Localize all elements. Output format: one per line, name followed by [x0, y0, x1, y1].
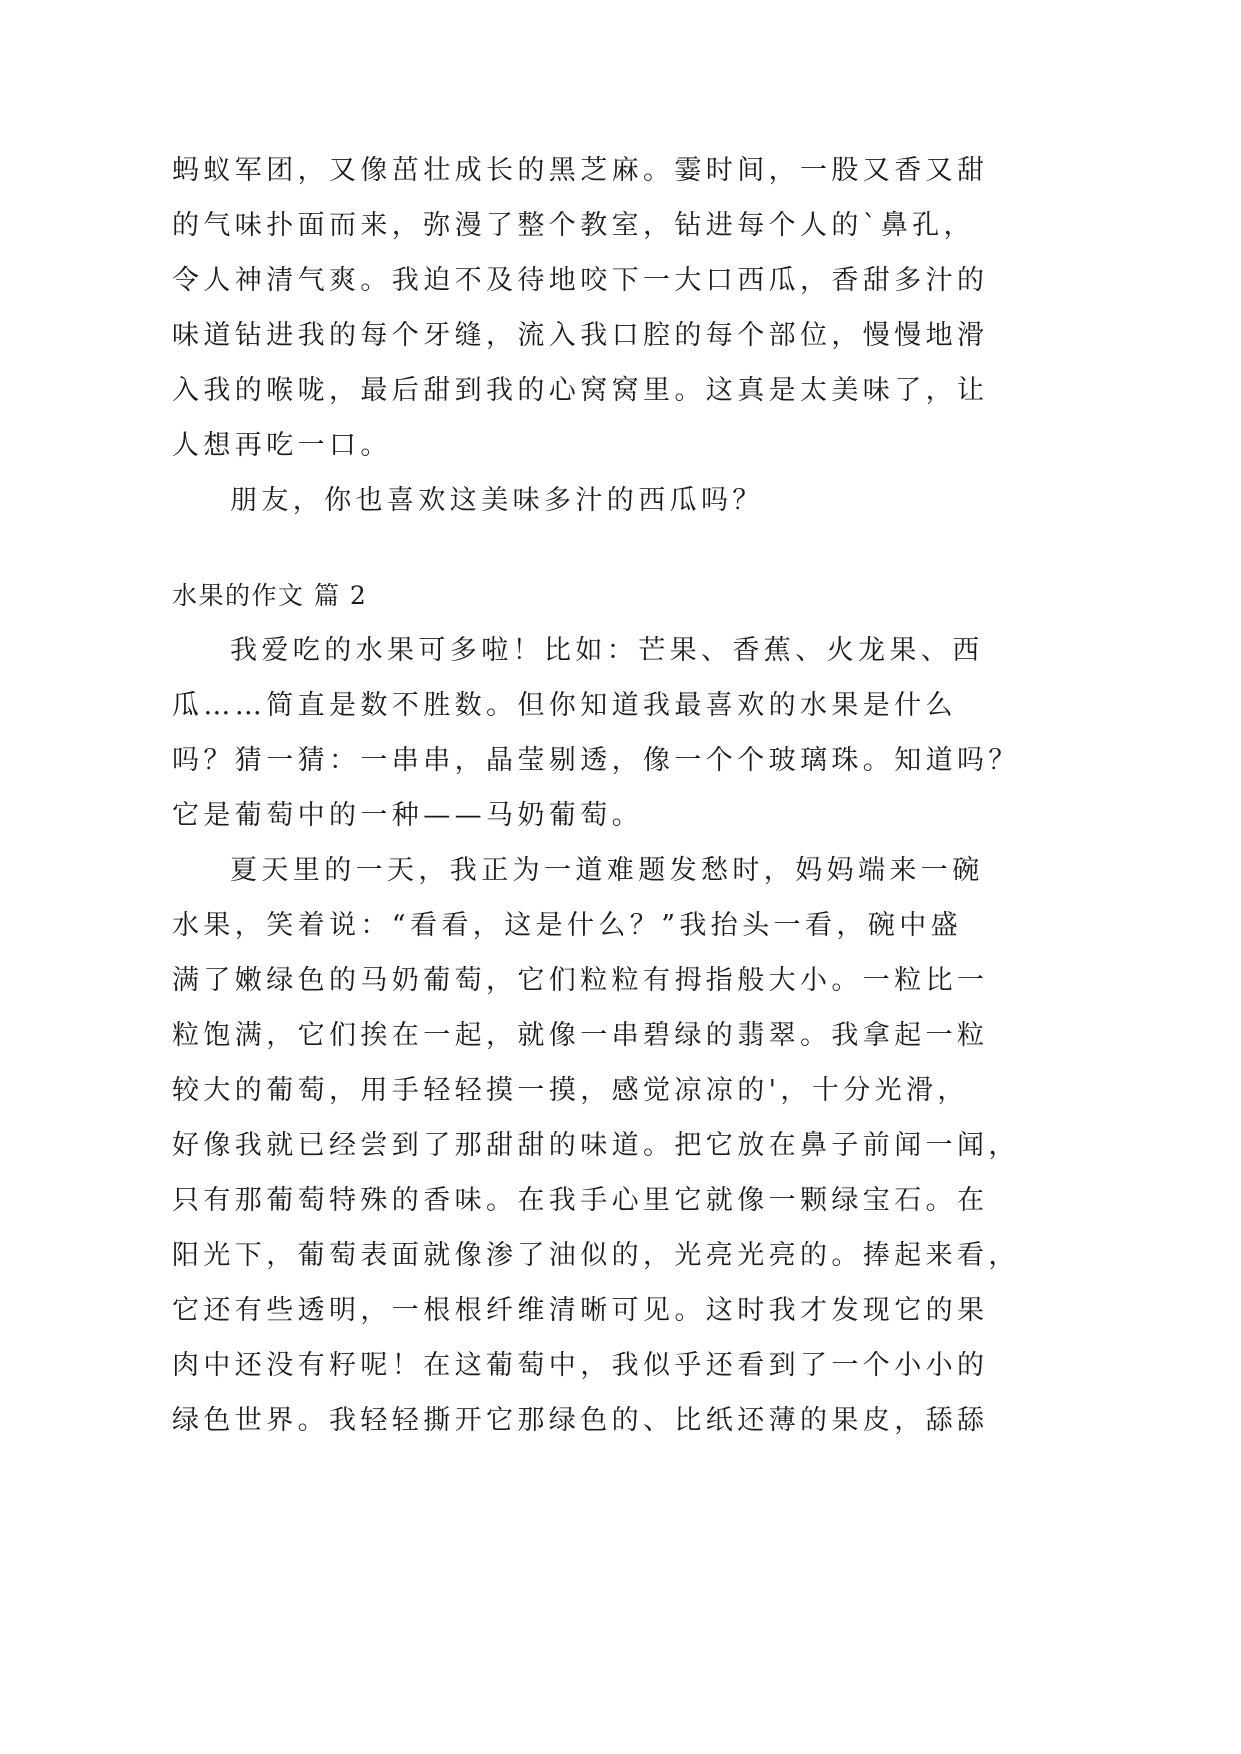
- text-line: 粒饱满，它们挨在一起，就像一串碧绿的翡翠。我拿起一粒: [172, 1020, 989, 1051]
- text-line: 较大的葡萄，用手轻轻摸一摸，感觉凉凉的'，十分光滑，: [172, 1075, 969, 1106]
- text-line: 满了嫩绿色的马奶葡萄，它们粒粒有拇指般大小。一粒比一: [172, 965, 989, 996]
- text-line: 的气味扑面而来，弥漫了整个教室，钻进每个人的`鼻孔，: [172, 210, 975, 241]
- text-line: 我爱吃的水果可多啦！比如：芒果、香蕉、火龙果、西: [230, 635, 984, 666]
- text-line: 蚂蚁军团，又像茁壮成长的黑芝麻。霎时间，一股又香又甜: [172, 155, 989, 186]
- text-line: 味道钻进我的每个牙缝，流入我口腔的每个部位，慢慢地滑: [172, 320, 989, 351]
- text-line: 绿色世界。我轻轻撕开它那绿色的、比纸还薄的果皮，舔舔: [172, 1405, 989, 1436]
- text-line: 令人神清气爽。我迫不及待地咬下一大口西瓜，香甜多汁的: [172, 265, 989, 296]
- text-line: 只有那葡萄特殊的香味。在我手心里它就像一颗绿宝石。在: [172, 1185, 989, 1216]
- section-heading: 水果的作文 篇 2: [172, 581, 368, 610]
- document-page: [172, 143, 1020, 1448]
- text-line: 它还有些透明，一根根纤维清晰可见。这时我才发现它的果: [172, 1295, 989, 1326]
- text-line: 瓜……简直是数不胜数。但你知道我最喜欢的水果是什么: [172, 690, 957, 721]
- paragraph-watermelon-ending: [172, 143, 989, 473]
- text-line: 它是葡萄中的一种——马奶葡萄。: [172, 800, 643, 831]
- text-line: 肉中还没有籽呢！在这葡萄中，我似乎还看到了一个小小的: [172, 1350, 989, 1381]
- text-line: 吗？猜一猜：一串串，晶莹剔透，像一个个玻璃珠。知道吗？: [172, 745, 1020, 776]
- text-line: 人想再吃一口。: [172, 430, 392, 461]
- text-line: 阳光下，葡萄表面就像渗了油似的，光亮光亮的。捧起来看，: [172, 1240, 1020, 1271]
- text-line: 入我的喉咙，最后甜到我的心窝窝里。这真是太美味了，让: [172, 375, 989, 406]
- section-gap: [172, 528, 942, 568]
- closing-question: 朋友，你也喜欢这美味多汁的西瓜吗？: [230, 485, 764, 516]
- paragraph-intro: [172, 623, 1020, 843]
- paragraph-grape-description: [172, 843, 1020, 1448]
- text-line: 水果，笑着说：“看看，这是什么？”我抬头一看，碗中盛: [172, 910, 963, 941]
- text-line: 好像我就已经尝到了那甜甜的味道。把它放在鼻子前闻一闻，: [172, 1130, 1020, 1161]
- text-line: 夏天里的一天，我正为一道难题发愁时，妈妈端来一碗: [230, 855, 984, 886]
